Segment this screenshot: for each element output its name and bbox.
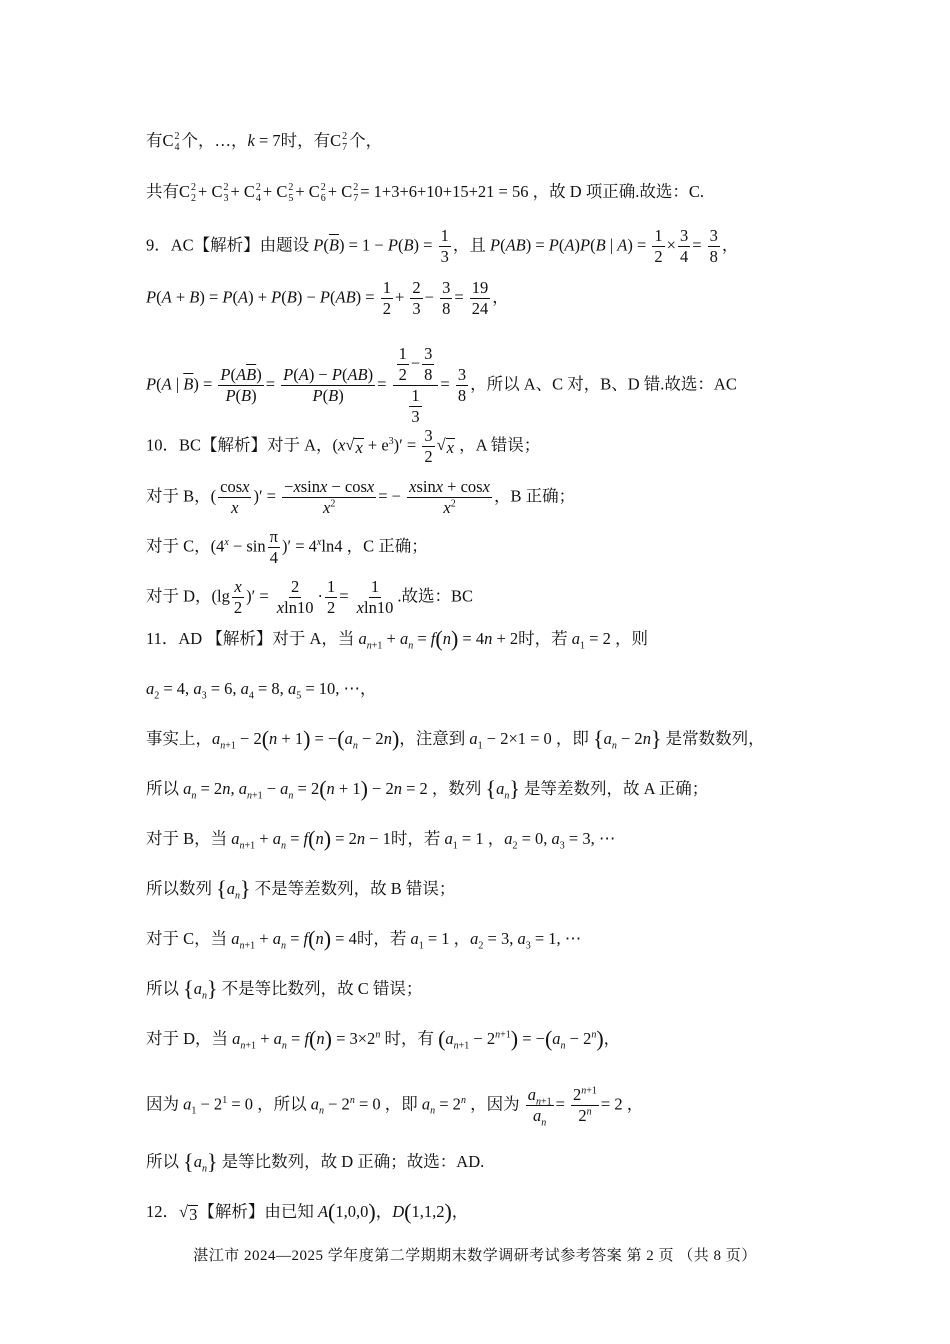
page-footer: 湛江市 2024—2025 学年度第二学期期末数学调研考试参考答案 第 2 页 （共 8 页）	[193, 1248, 757, 1264]
text-line: 对于 C，($4^x - \sin$ $\frac{\pi}{4}$ )′ = $4^x\ln 4$ ，C 正确；	[146, 527, 428, 567]
text-line: 所以 $\{a_n\}$ 不是等比数列，故 C 错误；	[146, 976, 423, 1002]
text-line: P(A | $\overline{B}$) = $\frac{P(A\overline{B})}{P(\overline{B})}$ = $\frac{P(A) - P(AB)}{P(\overline{B})}$ = $\frac{1}{2}$ − $\frac{3}{8}$ $\frac{1}{3}$ = $\frac{3}{8}$ ，所以 A、C 对，B、D 错.故选：AC	[146, 344, 737, 426]
text-line: 对于 C，当 $a_{n+1} + a_n = f(n) = 4$时，若 $a_1 = 1$ ，$a_2 = 3$, $a_3 = 1$, ⋯	[146, 926, 582, 952]
text-line: 所以 $\{a_n\}$ 是等比数列，故 D 正确；故选：AD.	[146, 1149, 485, 1175]
text-line: 9．AC【解析】由题设 $P(\overline{B}) = 1 - P(B)$ = $\frac{1}{3}$ ，且 P(AB) = P(A)P(B | A) = $\frac{1}{2}$ × $\frac{3}{4}$ = $\frac{3}{8}$ ，	[146, 226, 739, 266]
text-line: 所以数列 $\{a_n\}$ 不是等差数列，故 B 错误；	[146, 876, 456, 902]
text-line: 因为 $a_1 - 2^1 = 0$ ，所以 $a_n - 2^n = 0$ ，即 $a_n = 2^n$ ，因为 $\frac{a_{n+1}}{a_n}$ = $\frac{2^{n+1}}{2^n}$ = 2 ，	[146, 1085, 644, 1129]
text-line: 对于 B，当 $a_{n+1} + a_n = f(n) = 2n - 1$时，若 $a_1 = 1$ ，$a_2 = 0$, $a_3 = 3$, ⋯	[146, 826, 616, 852]
text-line: 对于 D，(lg $\frac{x}{2}$ )′ = $\frac{2}{xln10}$ · $\frac{1}{2}$ = $\frac{1}{xln10}$ .故选：BC	[146, 577, 473, 617]
text-line: 11．AD 【解析】对于 A，当 $a_{n+1} + a_n = f(n) = 4n + 2$时，若 $a_1 = 2$ ，则	[146, 626, 648, 652]
text-line: 12．√ 3 【解析】由已知 A(1,0,0)，D(1,1,2)，	[146, 1199, 469, 1224]
text-line: 共有C 2 2 + C 2 3 + C 2 4 + C 2 5 + C 2 6 + C 2 7 = 1+3+6+10+15+21 = 56 ，故 D 项正确.故选：C.	[146, 182, 705, 205]
text-line: 所以 $a_n = 2n$, $a_{n+1} - a_n = 2(n + 1) - 2n = 2$ ，数列 $\{a_n\}$ 是等差数列，故 A 正确；	[146, 776, 709, 802]
text-line: 有C 2 4 个，…，k = 7时，有C 2 7 个，	[146, 131, 383, 154]
text-line: P(A + B) = P(A) + P(B) − P(AB) = $\frac{1}{2}$ + $\frac{2}{3}$ − $\frac{3}{8}$ = $\frac{19}{24}$ ，	[146, 278, 509, 318]
text-line: 对于 B，( $\frac{\cos x}{x}$ )′ = $\frac{-xsinx - \cos x}{x^2}$ = − $\frac{xsinx + \cos x}{x^2}$ ，B 正确；	[146, 477, 576, 517]
text-line: 10．BC【解析】对于 A，(x√ x + $e^3)'$ = $\frac{3}{2}$ √ x ，A 错误；	[146, 426, 541, 466]
text-line: 事实上，$a_{n+1} - 2(n + 1) = -(a_n - 2n)$，注意到 $a_1 - 2\times 1 = 0$ ，即 $\{a_n - 2n\}$ 是常数数列，	[146, 726, 765, 752]
text-line: 对于 D，当 $a_{n+1} + a_n = f(n) = 3\times 2^n$ 时，有 $(a_{n+1} - 2^{n+1}) = -(a_n - 2^n)$，	[146, 1026, 621, 1052]
text-line: $a_2 = 4$, $a_3 = 6$, $a_4 = 8$, $a_5 = 10$, ⋯，	[146, 679, 377, 702]
